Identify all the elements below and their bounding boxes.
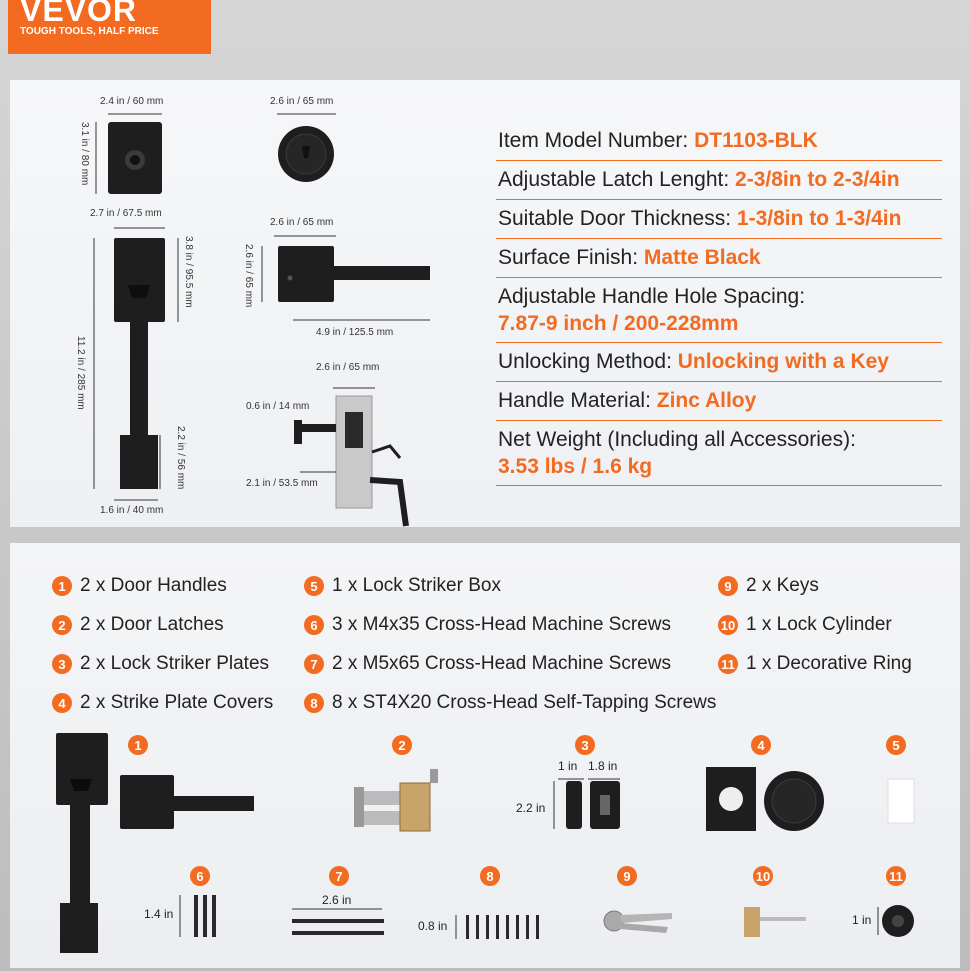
spec-panel xyxy=(10,80,960,527)
deadbolt-height-label: 3.1 in / 80 mm xyxy=(79,122,90,186)
spec-row: Handle Material: Zinc Alloy xyxy=(496,382,942,421)
deadbolt-width-label: 2.4 in / 60 mm xyxy=(100,96,164,107)
handle-total-height-label: 11.2 in / 285 mm xyxy=(75,336,86,410)
plate-width1-label: 1 in xyxy=(558,759,578,773)
package-item: 8 8 x ST4X20 Cross-Head Self-Tapping Screws xyxy=(304,692,716,714)
part-badge: 6 xyxy=(190,866,210,886)
screw8-length-label: 0.8 in xyxy=(418,919,448,933)
part-badge: 8 xyxy=(480,866,500,886)
package-item: 7 2 x M5x65 Cross-Head Machine Screws xyxy=(304,653,671,675)
lever-arm xyxy=(326,266,430,280)
latch-depth-label: 2.1 in / 53.5 mm xyxy=(246,478,318,489)
spec-row: Adjustable Handle Hole Spacing: 7.87-9 inch / 200-228mm xyxy=(496,278,942,343)
parts-drawings xyxy=(10,543,960,968)
lever-length-label: 4.9 in / 125.5 mm xyxy=(316,327,394,338)
spec-row: Item Model Number: DT1103-BLK xyxy=(496,122,942,161)
handle-bottom-width-label: 1.6 in / 40 mm xyxy=(100,505,164,516)
package-item: 5 1 x Lock Striker Box xyxy=(304,575,501,597)
lever-rose-width-label: 2.6 in / 65 mm xyxy=(270,217,334,228)
brand-tagline: TOUGH TOOLS, HALF PRICE xyxy=(20,26,159,37)
spec-row: Net Weight (Including all Accessories): 3.53 lbs / 1.6 kg xyxy=(496,421,942,486)
part-badge: 1 xyxy=(128,735,148,755)
part-badge: 3 xyxy=(575,735,595,755)
handle-plate-height-label: 3.8 in / 95.5 mm xyxy=(183,236,194,308)
package-item: 6 3 x M4x35 Cross-Head Machine Screws xyxy=(304,614,671,636)
part-badge: 4 xyxy=(751,735,771,755)
package-item: 9 2 x Keys xyxy=(718,575,819,597)
brand-name: VEVOR xyxy=(20,0,138,22)
package-item: 11 1 x Decorative Ring xyxy=(718,653,912,675)
vevor-logo xyxy=(8,0,211,54)
handle-plate xyxy=(114,238,165,322)
plate-width2-label: 1.8 in xyxy=(588,759,618,773)
package-item: 2 2 x Door Latches xyxy=(52,614,224,636)
plate-height-label: 2.2 in xyxy=(516,801,546,815)
screw6-length-label: 1.4 in xyxy=(144,907,174,921)
lever-rose-height-label: 2.6 in / 65 mm xyxy=(243,244,254,308)
spec-row: Suitable Door Thickness: 1-3/8in to 1-3/4in xyxy=(496,200,942,239)
spec-row: Surface Finish: Matte Black xyxy=(496,239,942,278)
screw7-length-label: 2.6 in xyxy=(322,893,352,907)
part-badge: 5 xyxy=(886,735,906,755)
ring-diameter-label: 1 in xyxy=(852,913,872,927)
latch-face-label: 0.6 in / 14 mm xyxy=(246,401,310,412)
spec-row: Unlocking Method: Unlocking with a Key xyxy=(496,343,942,382)
spec-row: Adjustable Latch Lenght: 2-3/8in to 2-3/4in xyxy=(496,161,942,200)
part-badge: 9 xyxy=(617,866,637,886)
part-badge: 10 xyxy=(753,866,773,886)
package-item: 1 2 x Door Handles xyxy=(52,575,227,597)
lever-rose xyxy=(278,246,334,302)
part-badge: 2 xyxy=(392,735,412,755)
package-item: 3 2 x Lock Striker Plates xyxy=(52,653,269,675)
latch-width-label: 2.6 in / 65 mm xyxy=(316,362,380,373)
part-badge: 11 xyxy=(886,866,906,886)
rose-diameter-label: 2.6 in / 65 mm xyxy=(270,96,334,107)
package-item: 4 2 x Strike Plate Covers xyxy=(52,692,273,714)
package-item: 10 1 x Lock Cylinder xyxy=(718,614,892,636)
handle-bottom-height-label: 2.2 in / 56 mm xyxy=(175,426,186,490)
spec-list xyxy=(496,122,942,486)
handle-plate-width-label: 2.7 in / 67.5 mm xyxy=(90,208,162,219)
package-panel xyxy=(10,543,960,968)
part-badge: 7 xyxy=(329,866,349,886)
